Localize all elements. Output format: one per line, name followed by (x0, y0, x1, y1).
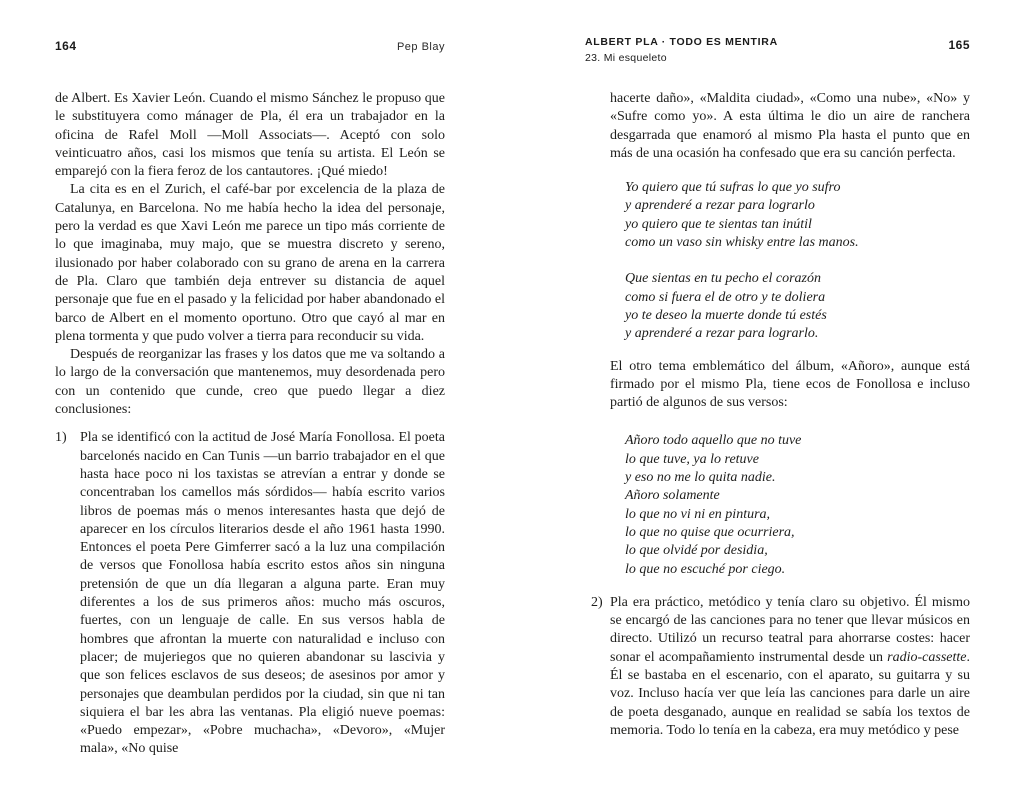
poem-stanza (625, 270, 970, 343)
poem-line: Yo quiero que tú sufras lo que yo sufro (625, 180, 841, 196)
numbered-item-2 (591, 594, 970, 740)
poem-line: lo que no quise que ocurriera, (625, 524, 795, 540)
item-text: Pla se identificó con la actitud de José María Fonollosa. El poeta barcelonés nacido en Can Tunis —un barrio trabajador en el que hasta hace poco ni los taxistas se atrevían a entrar y donde se concentraban los camellos más sórdidos— había escrito varios libros de poemas más o menos interesantes hasta que dejó de aparecer en los círculos literarios desde el año 1961 hasta 1990. Entonces el poeta Pere Gimferrer sacó a la luz una compilación de versos que Fonollosa había escrito estos años sin ninguna pretensión de que un día llegaran a alguna parte. Eran muy diferentes a los de sus primeros años: mucho más oscuros, fuertes, con un lenguaje de calle. En sus versos habla de hombres que afrontan la muerte con naturalidad e incluso con placer; de mujeriegos que no quieren abandonar su lascivia y que son felices esclavos de sus deseos; de asesinos por amor y personajes que deambulan perdidos por la ciudad, sin que ni tan siquiera el bar les abra las ventanas. Pla eligió nueve poemas: «Puedo empezar», «Pobre muchacha», «Devoro», «Mujer mala», «No quise (80, 430, 445, 757)
item-text (610, 594, 970, 740)
item-number: 2) (591, 594, 603, 610)
poem-line: Añoro solamente (625, 488, 720, 504)
poem-line: lo que olvidé por desidia, (625, 543, 768, 559)
body-paragraph: Después de reorganizar las frases y los datos que me va soltando a lo largo de la conversación que mantenemos, muy desordenada pero con un contenido que cunde, creo que puedo llegar a diez conclusiones: (55, 347, 445, 418)
page-number-right: 165 (948, 38, 970, 52)
poem-line: y aprenderé a rezar para lograrlo (625, 198, 815, 214)
right-page-text-column (585, 90, 970, 740)
chapter-header: 23. Mi esqueleto (585, 52, 667, 64)
numbered-item-1 (55, 429, 445, 758)
running-header-left (55, 39, 445, 53)
poem-line: Que sientas en tu pecho el corazón (625, 271, 821, 287)
item-text-start: Pla era práctico, metódico y tenía claro su objetivo. Él mismo se encargó de las canciones para no tener que llevar músicos en directo. Utilizó un recurso teatral para ahorrarse costes: hacer sonar el acompañamiento instrumental desde un (610, 594, 970, 665)
poem-line: Añoro todo aquello que no tuve (625, 433, 802, 449)
poem-line: lo que no escuché por ciego. (625, 561, 786, 577)
poem-stanza (625, 432, 970, 578)
poem-line: lo que tuve, ya lo retuve (625, 451, 759, 467)
item-number: 1) (55, 430, 67, 446)
body-paragraph: La cita es en el Zurich, el café-bar por excelencia de la plaza de Catalunya, en Barcelona. No me había hecho la idea del personaje, pero la verdad es que Xavi León me parece un tipo más corriente de lo que imaginaba, muy majo, que se muestra discreto y sereno, ilusionado por haber colaborado con su grano de arena en la carrera de Pla. Claro que también deja entrever su distancia de aquel personaje que fue en el pasado y la felicidad por haber abandonado el barco de Albert en el momento oportuno. Otro que cayó al mar en plena tormenta y que pudo volver a tierra para reconducir su vida. (55, 182, 445, 344)
poem-stanza (625, 179, 970, 252)
left-page-text-column (55, 90, 445, 759)
poem-line: yo te deseo la muerte donde tú estés (625, 307, 827, 323)
item-text-italic-term: radio-cassette (887, 649, 967, 665)
poem-line: como un vaso sin whisky entre las manos. (625, 235, 859, 251)
body-paragraph: El otro tema emblemático del álbum, «Añoro», aunque está firmado por el mismo Pla, tiene ecos de Fonollosa e incluso partió de algunos de sus versos: (610, 358, 970, 411)
running-header-right (585, 36, 970, 64)
page-number-left: 164 (55, 39, 77, 53)
poem-line: lo que no vi ni en pintura, (625, 506, 771, 522)
poem-line: y eso no me lo quita nadie. (625, 470, 776, 486)
body-paragraph: hacerte daño», «Maldita ciudad», «Como una nube», «No» y «Sufre como yo». A esta última le dio un aire de ranchera desgarrada que enamoró al mismo Pla hasta el punto que en más de una ocasión ha confesado que era su canción perfecta. (610, 91, 970, 161)
item-text-end: . Él se bastaba en el escenario, con el aparato, su guitarra y su voz. Incluso hacía ver que leía las canciones para darle un aire de poeta desganado, aunque en realidad se sabía los textos de memoria. Todo lo tenía en la cabeza, era muy metódico y pese (610, 649, 970, 738)
poem-line: y aprenderé a rezar para lograrlo. (625, 326, 819, 342)
running-header-book-title: ALBERT PLA · TODO ES MENTIRA (585, 36, 778, 48)
poem-line: yo quiero que te sientas tan inútil (625, 216, 812, 232)
running-header-author: Pep Blay (396, 41, 445, 53)
poem-line: como si fuera el de otro y te doliera (625, 289, 826, 305)
body-paragraph: de Albert. Es Xavier León. Cuando el mismo Sánchez le propuso que le substituyera como mánager de Pla, él era un trabajador en la oficina de Rafel Moll —Moll Associats—. Aceptó con solo veinticuatro años, casi los mismos que tenía su artista. El León se emparejó con la fiera feroz de los cantautores. ¡Qué miedo! (55, 91, 445, 180)
